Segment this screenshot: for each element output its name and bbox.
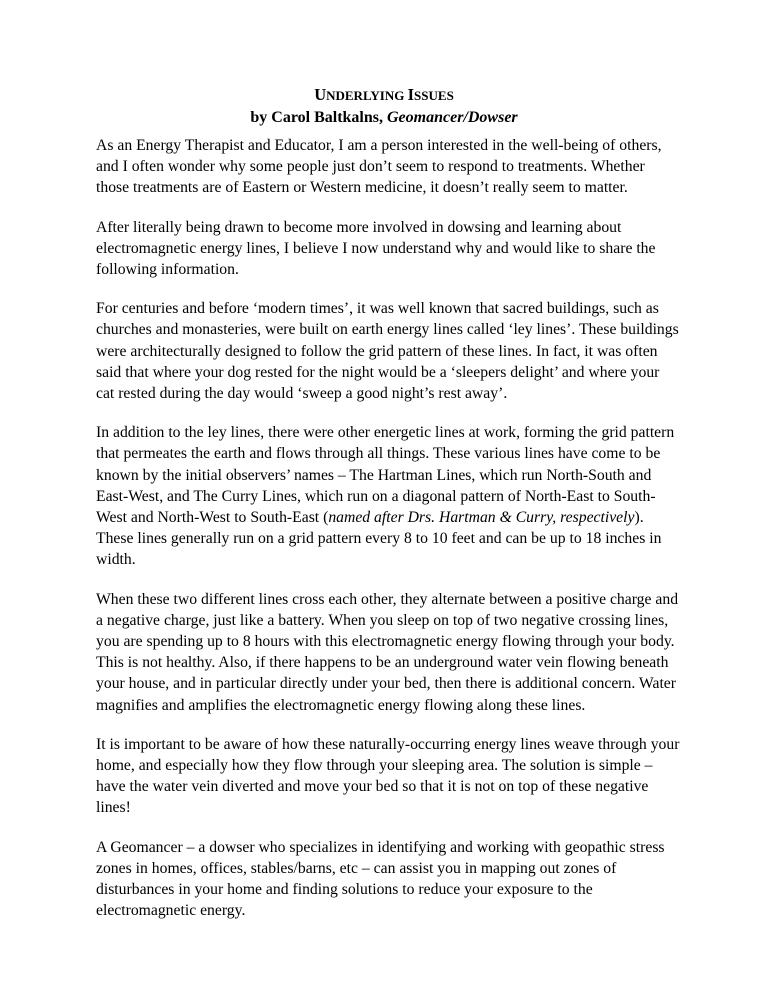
paragraph-2: After literally being drawn to become more involved in dowsing and learning about electromagnetic energy lines, I believe I now understand why and would like to share the following information. (96, 218, 656, 279)
article-body (96, 135, 681, 940)
paragraph-7: A Geomancer – a dowser who specializes in identifying and working with geopathic stress zones in homes, offices, stables/barns, etc – can assist you in mapping out zones of disturbances in your home and finding solutions to reduce your exposure to the electromagnetic energy. (96, 838, 665, 920)
paragraph-4-text-end: ). These lines generally run on a grid pattern every 8 to 10 feet and can be up to 18 inches in width. (96, 509, 662, 569)
title-initial-2: I (407, 85, 415, 104)
paragraph-3: For centuries and before ‘modern times’, it was well known that sacred buildings, such as churches and monasteries, were built on earth energy lines called ‘ley lines’. These buildings were architecturally designed to follow the grid pattern of these lines. In fact, it was often said that where your dog rested for the night would be a ‘sleepers delight’ and where your cat rested during the day would ‘sweep a good night’s rest away’. (96, 300, 679, 403)
paragraph-1: As an Energy Therapist and Educator, I am a person interested in the well-being of others, and I often wonder why some people just don’t seem to respond to treatments. Whether those treatments are of Eastern or Western medicine, it doesn’t really seem to matter. (96, 137, 662, 197)
title-initial-1: U (314, 85, 327, 104)
paragraph-4 (96, 422, 681, 570)
title-rest-2: SSUES (414, 88, 454, 103)
byline-role: Geomancer/Dowser (386, 109, 518, 126)
paragraph-4-text-start: In addition to the ley lines, there were other energetic lines at work, forming the grid pattern that permeates the earth and flows through all things. These various lines have come to be known by the initial observers’ names – The Hartman Lines, which run North-South and East-West, and The Curry Lines, which run on a diagonal pattern of North-East to South-West and North-West to South-East ( (96, 424, 675, 527)
page-title (0, 84, 768, 107)
byline (0, 107, 768, 129)
paragraph-6: It is important to be aware of how these naturally-occurring energy lines weave through your home, and especially how they flow through your sleeping area. The solution is simple – have the water vein diverted and move your bed so that it is not on top of these negative lines! (96, 735, 680, 817)
byline-author: by Carol Baltkalns, (250, 109, 387, 126)
paragraph-4-italic: named after Drs. Hartman & Curry, respectively (328, 509, 635, 527)
paragraph-5: When these two different lines cross each other, they alternate between a positive charge and a negative charge, just like a battery. When you sleep on top of two negative crossing lines, you are spending up to 8 hours with this electromagnetic energy flowing through your body. This is not healthy. Also, if there happens to be an underground water vein flowing beneath your house, and in particular directly under your bed, then there is additional concern. Water magnifies and amplifies the electromagnetic energy flowing along these lines. (96, 590, 679, 714)
title-rest-1: NDERLYING (326, 88, 408, 103)
